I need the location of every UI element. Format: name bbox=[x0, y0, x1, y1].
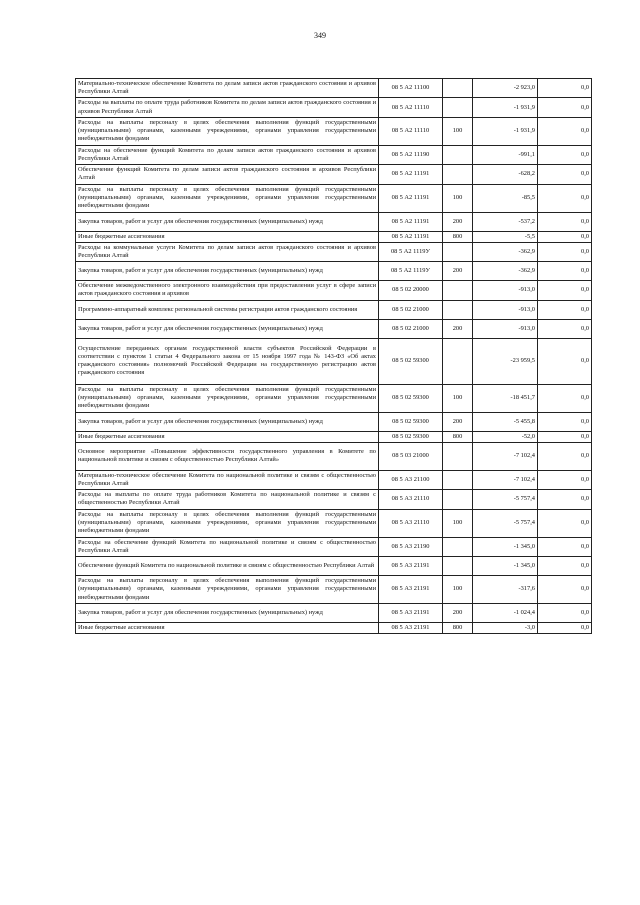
amount-next: 0,0 bbox=[538, 145, 592, 164]
expense-type-code bbox=[443, 490, 473, 509]
amount-next: 0,0 bbox=[538, 338, 592, 384]
target-article-code: 08 5 02 59300 bbox=[379, 338, 443, 384]
amount-change: -5 757,4 bbox=[473, 490, 538, 509]
expense-type-code: 100 bbox=[443, 117, 473, 145]
amount-change: -52,0 bbox=[473, 431, 538, 442]
row-description: Иные бюджетные ассигнования bbox=[76, 431, 379, 442]
table-row bbox=[76, 470, 592, 489]
expense-type-code: 100 bbox=[443, 384, 473, 412]
amount-change: -85,5 bbox=[473, 184, 538, 212]
table-row bbox=[76, 117, 592, 145]
amount-next: 0,0 bbox=[538, 576, 592, 604]
expense-type-code: 200 bbox=[443, 319, 473, 338]
expense-type-code bbox=[443, 442, 473, 470]
target-article-code: 08 5 02 21000 bbox=[379, 319, 443, 338]
target-article-code: 08 5 А3 21110 bbox=[379, 490, 443, 509]
amount-next: 0,0 bbox=[538, 319, 592, 338]
amount-next: 0,0 bbox=[538, 281, 592, 300]
row-description: Закупка товаров, работ и услуг для обеспечения государственных (муниципальных) нужд bbox=[76, 262, 379, 281]
row-description: Закупка товаров, работ и услуг для обеспечения государственных (муниципальных) нужд bbox=[76, 412, 379, 431]
row-description: Материально-техническое обеспечение Комитета по делам записи актов гражданского состояния и архивов Республики Алтай bbox=[76, 79, 379, 98]
row-description: Обеспечение функций Комитета по национальной политике и связям с общественностью Республики Алтай bbox=[76, 557, 379, 576]
target-article-code: 08 5 А3 21110 bbox=[379, 509, 443, 537]
amount-change: -5 757,4 bbox=[473, 509, 538, 537]
expense-type-code: 100 bbox=[443, 576, 473, 604]
amount-next: 0,0 bbox=[538, 412, 592, 431]
amount-next: 0,0 bbox=[538, 604, 592, 623]
target-article-code: 08 5 А2 11100 bbox=[379, 79, 443, 98]
amount-change: -5,5 bbox=[473, 231, 538, 242]
amount-change: -913,0 bbox=[473, 300, 538, 319]
table-row bbox=[76, 79, 592, 98]
row-description: Расходы на обеспечение функций Комитета по национальной политике и связям с общественностью Республики Алтай bbox=[76, 537, 379, 556]
budget-table bbox=[75, 78, 592, 634]
row-description: Закупка товаров, работ и услуг для обеспечения государственных (муниципальных) нужд bbox=[76, 604, 379, 623]
table-row bbox=[76, 604, 592, 623]
expense-type-code: 200 bbox=[443, 262, 473, 281]
table-row bbox=[76, 384, 592, 412]
amount-next: 0,0 bbox=[538, 384, 592, 412]
amount-change: -7 102,4 bbox=[473, 470, 538, 489]
row-description: Осуществление переданных органам государственной власти субъектов Российской Федерации в соответствии с пунктом 1 статьи 4 Федерального закона от 15 ноября 1997 года № 143-ФЗ «Об актах гражданского состояния» полномочий Российской Федерации на государственную регистрацию актов гражданского состояния bbox=[76, 338, 379, 384]
amount-next: 0,0 bbox=[538, 98, 592, 117]
expense-type-code bbox=[443, 470, 473, 489]
table-row bbox=[76, 557, 592, 576]
row-description: Расходы на обеспечение функций Комитета по делам записи актов гражданского состояния и архивов Республики Алтай bbox=[76, 145, 379, 164]
expense-type-code bbox=[443, 300, 473, 319]
row-description: Программно-аппаратный комплекс региональной системы регистрации актов гражданского состояния bbox=[76, 300, 379, 319]
page-number: 349 bbox=[314, 31, 326, 40]
amount-change: -2 923,0 bbox=[473, 79, 538, 98]
amount-next: 0,0 bbox=[538, 184, 592, 212]
row-description: Расходы на выплаты персоналу в целях обеспечения выполнения функций государственными (муниципальными) органами, казенными учреждениями, органами управления государственными внебюджетными фондами bbox=[76, 576, 379, 604]
row-description: Закупка товаров, работ и услуг для обеспечения государственных (муниципальных) нужд bbox=[76, 319, 379, 338]
amount-next: 0,0 bbox=[538, 231, 592, 242]
target-article-code: 08 5 02 59300 bbox=[379, 412, 443, 431]
table-row bbox=[76, 165, 592, 184]
table-row bbox=[76, 442, 592, 470]
table-row bbox=[76, 509, 592, 537]
amount-change: -1 024,4 bbox=[473, 604, 538, 623]
expense-type-code bbox=[443, 281, 473, 300]
budget-table-body bbox=[76, 79, 592, 634]
row-description: Основное мероприятие «Повышение эффективности государственного управления в Комитете по национальной политике и связям с общественностью Республики Алтай» bbox=[76, 442, 379, 470]
expense-type-code bbox=[443, 242, 473, 261]
amount-next: 0,0 bbox=[538, 557, 592, 576]
amount-next: 0,0 bbox=[538, 242, 592, 261]
amount-next: 0,0 bbox=[538, 79, 592, 98]
target-article-code: 08 5 А2 11110 bbox=[379, 98, 443, 117]
expense-type-code: 100 bbox=[443, 184, 473, 212]
target-article-code: 08 5 А2 11191 bbox=[379, 212, 443, 231]
expense-type-code bbox=[443, 145, 473, 164]
amount-change: -1 345,0 bbox=[473, 537, 538, 556]
amount-change: -18 451,7 bbox=[473, 384, 538, 412]
table-row bbox=[76, 281, 592, 300]
amount-next: 0,0 bbox=[538, 509, 592, 537]
amount-change: -537,2 bbox=[473, 212, 538, 231]
target-article-code: 08 5 А2 1119У bbox=[379, 262, 443, 281]
amount-next: 0,0 bbox=[538, 117, 592, 145]
table-row bbox=[76, 623, 592, 634]
target-article-code: 08 5 А3 21191 bbox=[379, 557, 443, 576]
amount-next: 0,0 bbox=[538, 442, 592, 470]
row-description: Расходы на выплаты персоналу в целях обеспечения выполнения функций государственными (муниципальными) органами, казенными учреждениями, органами управления государственными внебюджетными фондами bbox=[76, 509, 379, 537]
amount-change: -5 455,8 bbox=[473, 412, 538, 431]
target-article-code: 08 5 А3 21191 bbox=[379, 604, 443, 623]
table-row bbox=[76, 490, 592, 509]
row-description: Материально-техническое обеспечение Комитета по национальной политике и связям с общественностью Республики Алтай bbox=[76, 470, 379, 489]
expense-type-code bbox=[443, 98, 473, 117]
expense-type-code: 200 bbox=[443, 412, 473, 431]
target-article-code: 08 5 А3 21190 bbox=[379, 537, 443, 556]
target-article-code: 08 5 02 59300 bbox=[379, 431, 443, 442]
amount-next: 0,0 bbox=[538, 262, 592, 281]
table-row bbox=[76, 576, 592, 604]
amount-change: -7 102,4 bbox=[473, 442, 538, 470]
target-article-code: 08 5 А2 11191 bbox=[379, 184, 443, 212]
expense-type-code: 800 bbox=[443, 231, 473, 242]
expense-type-code bbox=[443, 79, 473, 98]
amount-change: -913,0 bbox=[473, 281, 538, 300]
table-row bbox=[76, 212, 592, 231]
table-row bbox=[76, 537, 592, 556]
table-row bbox=[76, 231, 592, 242]
table-row bbox=[76, 412, 592, 431]
amount-change: -991,1 bbox=[473, 145, 538, 164]
expense-type-code bbox=[443, 537, 473, 556]
target-article-code: 08 5 А3 21191 bbox=[379, 576, 443, 604]
amount-change: -1 931,9 bbox=[473, 98, 538, 117]
target-article-code: 08 5 03 21000 bbox=[379, 442, 443, 470]
row-description: Расходы на выплаты персоналу в целях обеспечения выполнения функций государственными (муниципальными) органами, казенными учреждениями, органами управления государственными внебюджетными фондами bbox=[76, 117, 379, 145]
amount-change: -23 959,5 bbox=[473, 338, 538, 384]
row-description: Расходы на выплаты по оплате труда работников Комитета по делам записи актов гражданского состояния и архивов Республики Алтай bbox=[76, 98, 379, 117]
target-article-code: 08 5 А2 11190 bbox=[379, 145, 443, 164]
amount-next: 0,0 bbox=[538, 431, 592, 442]
expense-type-code: 100 bbox=[443, 509, 473, 537]
row-description: Расходы на выплаты по оплате труда работников Комитета по национальной политике и связям с общественностью Республики Алтай bbox=[76, 490, 379, 509]
row-description: Расходы на выплаты персоналу в целях обеспечения выполнения функций государственными (муниципальными) органами, казенными учреждениями, органами управления государственными внебюджетными фондами bbox=[76, 384, 379, 412]
expense-type-code bbox=[443, 557, 473, 576]
target-article-code: 08 5 А2 11110 bbox=[379, 117, 443, 145]
target-article-code: 08 5 А2 11191 bbox=[379, 231, 443, 242]
target-article-code: 08 5 02 59300 bbox=[379, 384, 443, 412]
table-row bbox=[76, 242, 592, 261]
amount-next: 0,0 bbox=[538, 212, 592, 231]
target-article-code: 08 5 А2 1119У bbox=[379, 242, 443, 261]
table-row bbox=[76, 319, 592, 338]
table-row bbox=[76, 300, 592, 319]
table-row bbox=[76, 262, 592, 281]
row-description: Обеспечение межведомственного электронного взаимодействия при предоставлении услуг в сфере записи актов гражданского состояния и архивов bbox=[76, 281, 379, 300]
amount-change: -913,0 bbox=[473, 319, 538, 338]
table-row bbox=[76, 184, 592, 212]
target-article-code: 08 5 А3 21191 bbox=[379, 623, 443, 634]
amount-change: -1 931,9 bbox=[473, 117, 538, 145]
amount-next: 0,0 bbox=[538, 470, 592, 489]
amount-change: -3,0 bbox=[473, 623, 538, 634]
amount-next: 0,0 bbox=[538, 300, 592, 319]
row-description: Расходы на коммунальные услуги Комитета по делам записи актов гражданского состояния и архивов Республики Алтай bbox=[76, 242, 379, 261]
row-description: Закупка товаров, работ и услуг для обеспечения государственных (муниципальных) нужд bbox=[76, 212, 379, 231]
amount-next: 0,0 bbox=[538, 165, 592, 184]
amount-next: 0,0 bbox=[538, 537, 592, 556]
target-article-code: 08 5 А2 11191 bbox=[379, 165, 443, 184]
row-description: Иные бюджетные ассигнования bbox=[76, 623, 379, 634]
table-row bbox=[76, 98, 592, 117]
amount-next: 0,0 bbox=[538, 623, 592, 634]
amount-change: -628,2 bbox=[473, 165, 538, 184]
expense-type-code: 800 bbox=[443, 623, 473, 634]
target-article-code: 08 5 02 21000 bbox=[379, 300, 443, 319]
table-row bbox=[76, 338, 592, 384]
expense-type-code: 200 bbox=[443, 212, 473, 231]
amount-change: -362,9 bbox=[473, 242, 538, 261]
expense-type-code: 200 bbox=[443, 604, 473, 623]
row-description: Иные бюджетные ассигнования bbox=[76, 231, 379, 242]
row-description: Расходы на выплаты персоналу в целях обеспечения выполнения функций государственными (муниципальными) органами, казенными учреждениями, органами управления государственными внебюджетными фондами bbox=[76, 184, 379, 212]
row-description: Обеспечение функций Комитета по делам записи актов гражданского состояния и архивов Республики Алтай bbox=[76, 165, 379, 184]
expense-type-code bbox=[443, 165, 473, 184]
amount-change: -362,9 bbox=[473, 262, 538, 281]
table-row bbox=[76, 431, 592, 442]
amount-change: -317,6 bbox=[473, 576, 538, 604]
expense-type-code: 800 bbox=[443, 431, 473, 442]
target-article-code: 08 5 А3 21100 bbox=[379, 470, 443, 489]
amount-change: -1 345,0 bbox=[473, 557, 538, 576]
target-article-code: 08 5 02 20000 bbox=[379, 281, 443, 300]
expense-type-code bbox=[443, 338, 473, 384]
amount-next: 0,0 bbox=[538, 490, 592, 509]
table-row bbox=[76, 145, 592, 164]
